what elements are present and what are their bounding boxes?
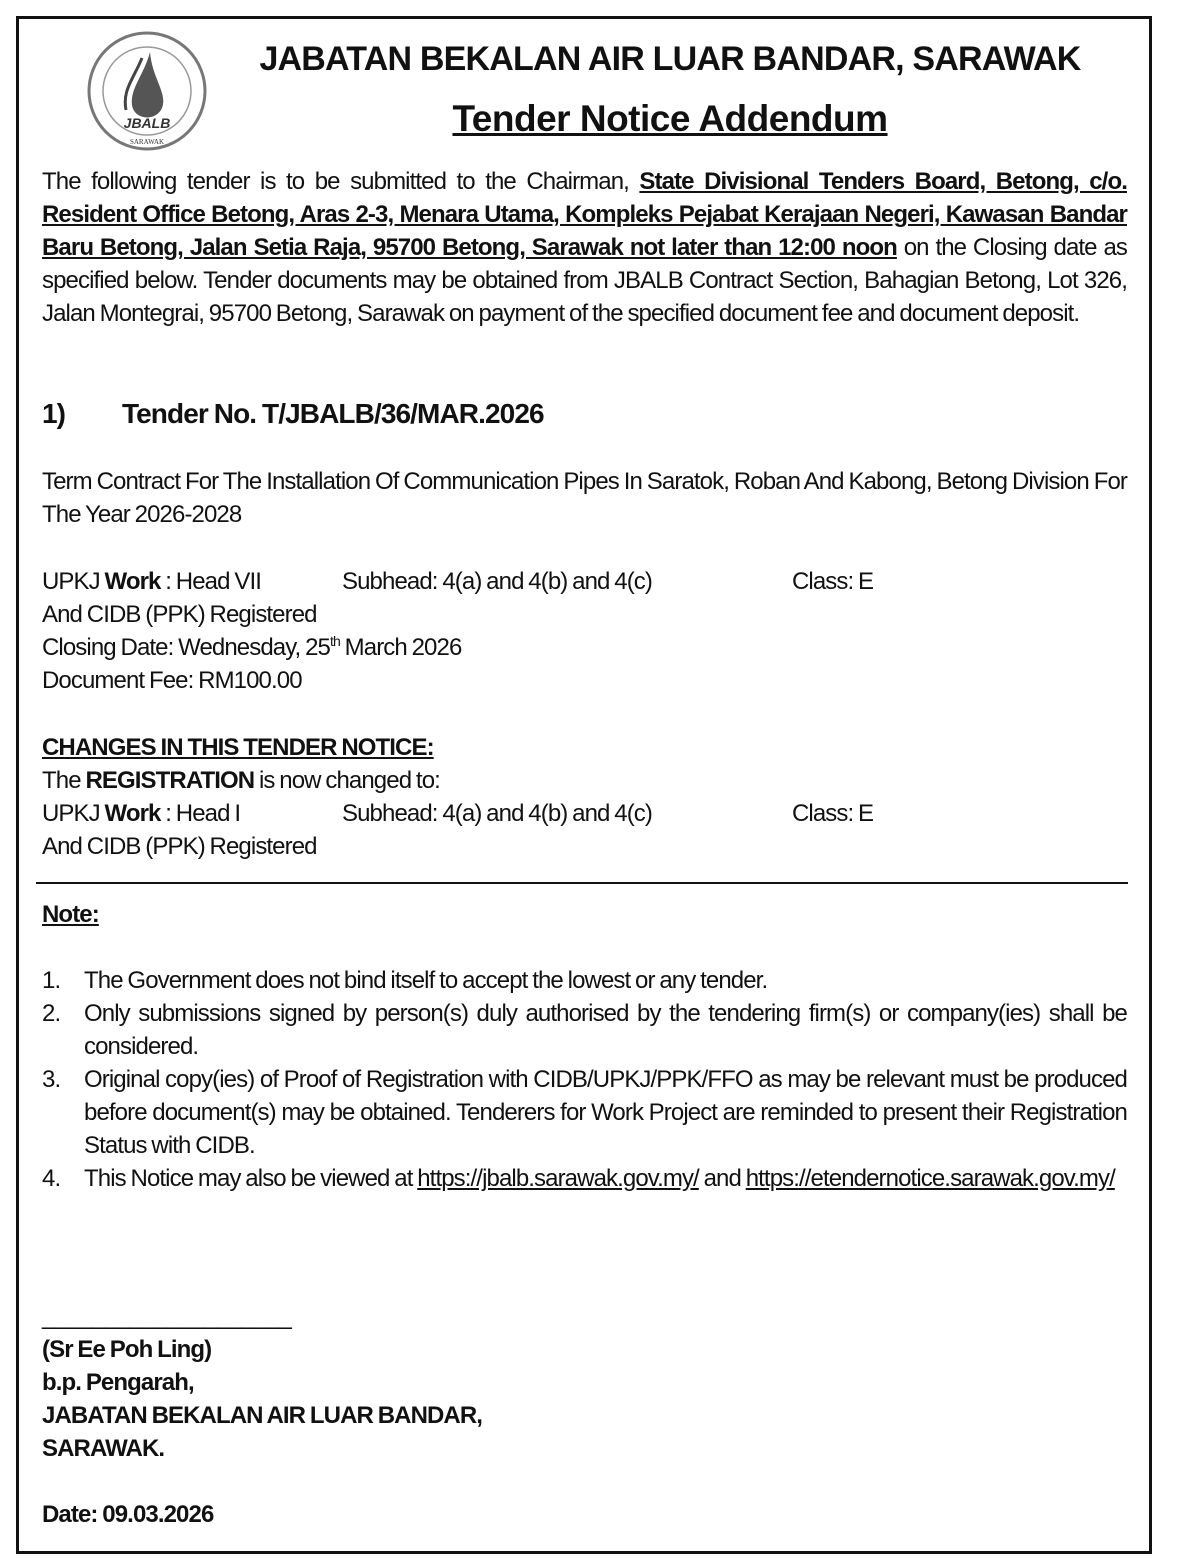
etendernotice-link[interactable]: https://etendernotice.sarawak.gov.my/ [745, 1165, 1115, 1192]
signature-line: ____________________ [42, 1303, 291, 1330]
note-item: 1. The Government does not bind itself to accept the lowest or any tender. [42, 967, 768, 994]
notes-list [42, 964, 1127, 1195]
page-title: Tender Notice Addendum [452, 98, 888, 139]
tender-description: Term Contract For The Installation Of Communication Pipes In Saratok, Roban And Kabong, Betong Division For The Year 2026-2028 [42, 468, 1127, 528]
tender-registration: UPKJ Work : Head VII Subhead: 4(a) and 4(b) and 4(c) Class: E And CIDB (PPK) Registered Closing Date: Wednesday, 25th March 2026 Document Fee: RM100.00 [42, 568, 874, 694]
tender-heading: 1) Tender No. T/JBALB/36/MAR.2026 [42, 398, 544, 429]
signature-block: ____________________ (Sr Ee Poh Ling) b.p. Pengarah, JABATAN BEKALAN AIR LUAR BANDAR, SARAWAK. Date: 09.03.2026 [42, 1300, 1127, 1531]
org-title: JABATAN BEKALAN AIR LUAR BANDAR, SARAWAK [259, 40, 1081, 78]
jbalb-logo [86, 30, 208, 152]
note-item: 3. Original copy(ies) of Proof of Registration with CIDB/UPKJ/PPK/FFO as may be relevant must be produced before document(s) may be obtained. Tenderers for Work Project are reminded to present their Registration Status with CIDB. [42, 1066, 1127, 1159]
note-heading: Note: [42, 901, 99, 928]
divider [36, 882, 1128, 884]
submission-address: State Divisional Tenders Board, Betong, c/o. Resident Office Betong, Aras 2-3, Menara Utama, Kompleks Pejabat Kerajaan Negeri, Kawasan Bandar Baru Betong, Jalan Setia Raja, 95700 Betong, Sarawak not later than 12:00 noon [42, 168, 1127, 261]
notice-date: Date: 09.03.2026 [42, 1501, 214, 1528]
note-item: 2. Only submissions signed by person(s) duly authorised by the tendering firm(s) or company(ies) shall be considered. [42, 1000, 1127, 1060]
note-item: 4. This Notice may also be viewed at https://jbalb.sarawak.gov.my/ and https://etendernotice.sarawak.gov.my/ [42, 1165, 1115, 1192]
jbalb-link[interactable]: https://jbalb.sarawak.gov.my/ [417, 1165, 699, 1192]
svg-text:JBALB: JBALB [123, 115, 171, 131]
changes-section: CHANGES IN THIS TENDER NOTICE: The REGISTRATION is now changed to: UPKJ Work : Head I Subhead: 4(a) and 4(b) and 4(c) Class: E And CIDB (PPK) Registered [42, 734, 874, 860]
intro-paragraph: The following tender is to be submitted to the Chairman, State Divisional Tenders Board, Betong, c/o. Resident Office Betong, Aras 2-3, Menara Utama, Kompleks Pejabat Kerajaan Negeri, Kawasan Bandar Baru Betong, Jalan Setia Raja, 95700 Betong, Sarawak not later than 12:00 noon on the Closing date as specified below. Tender documents may be obtained from JBALB Contract Section, Bahagian Betong, Lot 326, Jalan Montegrai, 95700 Betong, Sarawak on payment of the specified document fee and document deposit. [42, 168, 1128, 327]
svg-text:SARAWAK: SARAWAK [129, 138, 165, 146]
